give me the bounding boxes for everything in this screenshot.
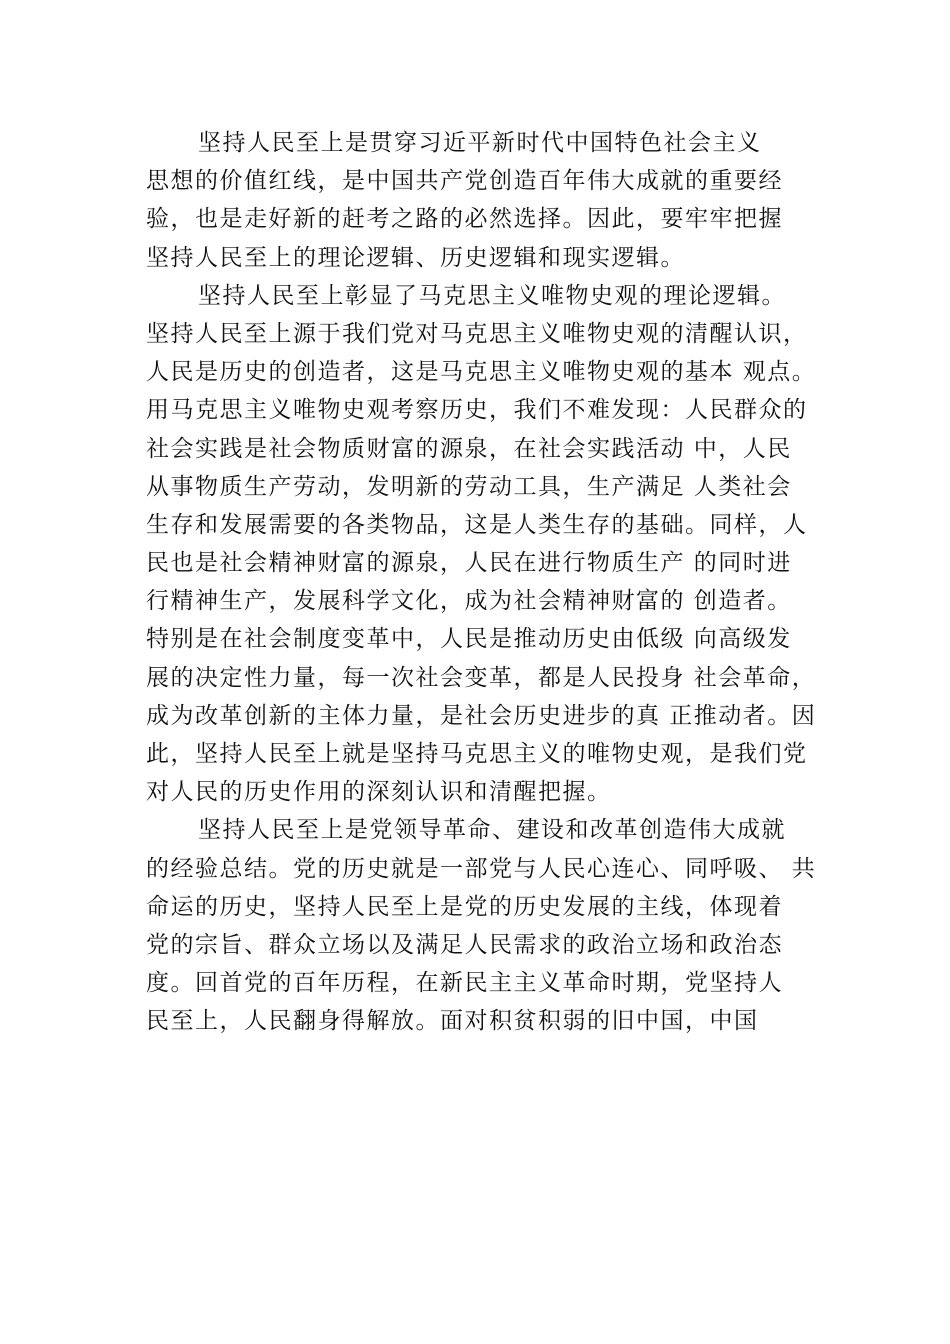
text-line: 验，也是走好新的赶考之路的必然选择。因此，要牢牢把握 (146, 206, 783, 233)
text-line: 用马克思主义唯物史观考察历史，我们不难发现：人民群众的 (146, 397, 808, 424)
paragraph-3 (146, 811, 846, 1040)
text-line: 度。回首党的百年历程，在新民主主义革命时期，党坚持人 (146, 970, 783, 997)
paragraph-1 (146, 124, 846, 277)
text-line: 此，坚持人民至上就是坚持马克思主义的唯物史观，是我们党 (146, 741, 808, 767)
text-line: 坚持人民至上彰显了马克思主义唯物史观的理论逻辑。 (198, 282, 786, 309)
text-line: 命运的历史，坚持人民至上是党的历史发展的主线，体现着 (146, 893, 783, 920)
text-line: 思想的价值红线，是中国共产党创造百年伟大成就的重要经 (146, 168, 783, 195)
text-line: 社会实践是社会物质财富的源泉，在社会实践活动 中，人民 (146, 435, 792, 462)
text-line: 民至上，人民翻身得解放。面对积贫积弱的旧中国，中国 (146, 1008, 759, 1035)
text-line: 成为改革创新的主体力量，是社会历史进步的真 正推动者。因 (146, 702, 817, 729)
text-line: 从事物质生产劳动，发明新的劳动工具，生产满足 人类社会 (146, 473, 792, 500)
body-text (146, 124, 846, 1041)
paragraph-2 (146, 277, 846, 812)
text-line: 的经验总结。党的历史就是一部党与人民心连心、同呼吸、 共 (146, 855, 817, 882)
text-line: 坚持人民至上的理论逻辑、历史逻辑和现实逻辑。 (146, 244, 685, 271)
text-line: 展的决定性力量，每一次社会变革，都是人民投身 社会革命， (146, 664, 817, 691)
text-line: 党的宗旨、群众立场以及满足人民需求的政治立场和政治态 (146, 931, 783, 958)
text-line: 人民是历史的创造者，这是马克思主义唯物史观的基本 观点。 (146, 359, 817, 386)
text-line: 坚持人民至上是贯穿习近平新时代中国特色社会主义 (198, 130, 762, 156)
text-line: 坚持人民至上是党领导革命、建设和改革创造伟大成就 (198, 817, 786, 844)
text-line: 特别是在社会制度变革中，人民是推动历史由低级 向高级发 (146, 626, 792, 653)
text-line: 对人民的历史作用的深刻认识和清醒把握。 (146, 779, 612, 806)
text-line: 行精神生产，发展科学文化，成为社会精神财富的 创造者。 (146, 588, 792, 615)
text-line: 民也是社会精神财富的源泉，人民在进行物质生产 的同时进 (146, 550, 792, 577)
text-line: 坚持人民至上源于我们党对马克思主义唯物史观的清醒认识， (146, 320, 808, 347)
text-line: 生存和发展需要的各类物品，这是人类生存的基础。同样，人 (146, 511, 808, 538)
